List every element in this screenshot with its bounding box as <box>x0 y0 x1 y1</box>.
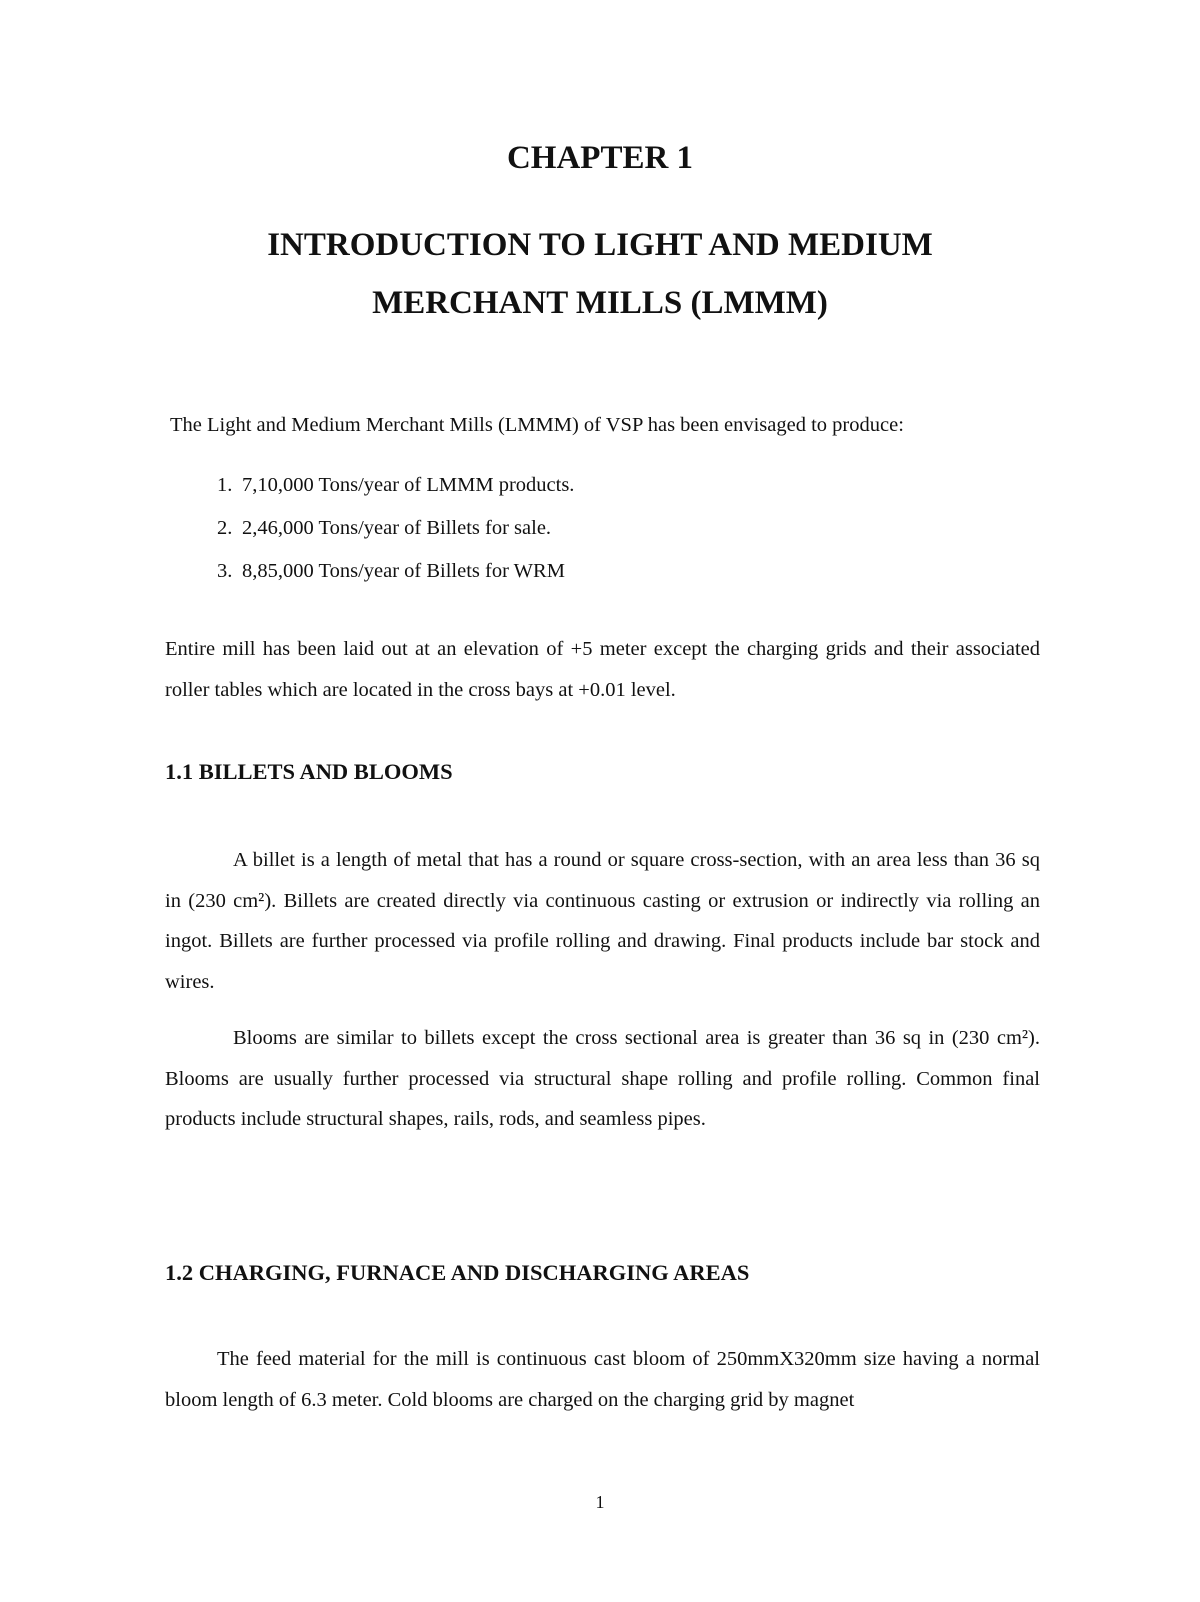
chapter-title <box>0 216 1200 332</box>
blooms-paragraph: Blooms are similar to billets except the cross sectional area is greater than 36 sq in (230 cm²). Blooms are usually further processed via structural shape rolling and profile rolling. Common final products include structural shapes, rails, rods, and seamless pipes. <box>165 1027 1040 1130</box>
list-item <box>217 556 917 599</box>
mill-layout-paragraph: Entire mill has been laid out at an elevation of +5 meter except the charging grids and their associated roller tables which are located in the cross bays at +0.01 level. <box>165 638 1040 701</box>
list-item-text: 2,46,000 Tons/year of Billets for sale. <box>242 517 552 539</box>
list-item-text: 8,85,000 Tons/year of Billets for WRM <box>242 560 565 582</box>
feed-material-paragraph: The feed material for the mill is continuous cast bloom of 250mmX320mm size having a normal bloom length of 6.3 meter. Cold blooms are charged on the charging grid by magnet <box>165 1348 1040 1411</box>
list-item-number: 2. <box>217 517 233 539</box>
production-list <box>217 470 917 599</box>
chapter-title-line-1: INTRODUCTION TO LIGHT AND MEDIUM <box>267 227 933 263</box>
list-item <box>217 513 917 556</box>
chapter-label: CHAPTER 1 <box>506 140 694 176</box>
section-heading-charging-furnace: 1.2 CHARGING, FURNACE AND DISCHARGING AREAS <box>165 1260 750 1285</box>
billets-paragraph: A billet is a length of metal that has a round or square cross-section, with an area less than 36 sq in (230 cm²). Billets are created directly via continuous casting or extrusion or indirectly via rolling an ingot. Billets are further processed via profile rolling and drawing. Final products include bar stock and wires. <box>165 849 1040 993</box>
page-number: 1 <box>595 1492 605 1512</box>
list-item-text: 7,10,000 Tons/year of LMMM products. <box>242 474 575 496</box>
list-item <box>217 470 917 513</box>
intro-sentence: The Light and Medium Merchant Mills (LMMM) of VSP has been envisaged to produce: <box>170 414 904 436</box>
chapter-title-line-2: MERCHANT MILLS (LMMM) <box>372 285 828 321</box>
section-heading-billets-blooms: 1.1 BILLETS AND BLOOMS <box>165 759 453 784</box>
list-item-number: 3. <box>217 560 233 582</box>
list-item-number: 1. <box>217 474 233 496</box>
